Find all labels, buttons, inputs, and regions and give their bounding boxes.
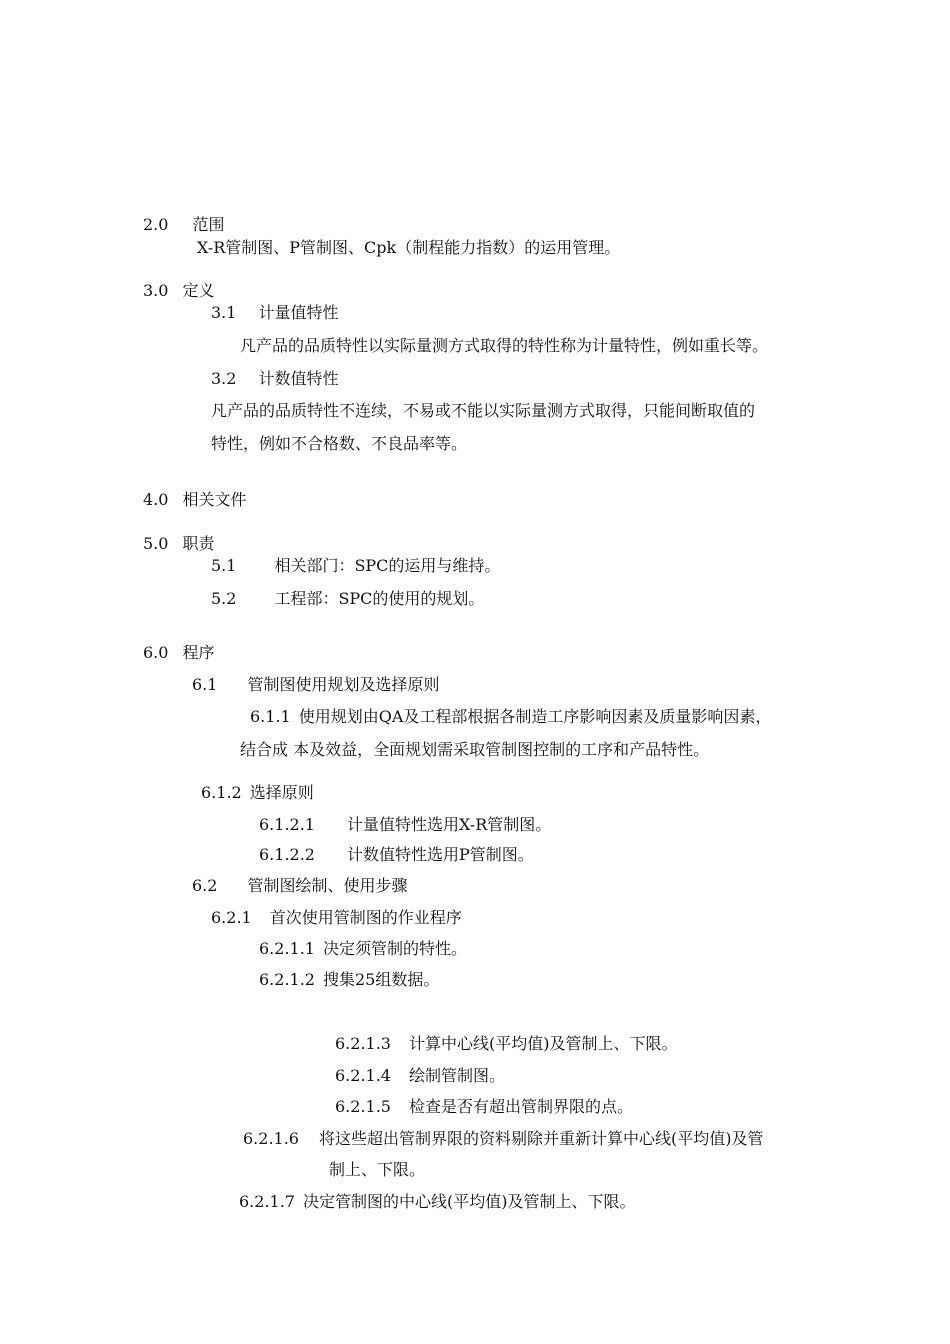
item-text: 将这些超出管制界限的资料剔除并重新计算中心线(平均值)及管 [318,1129,764,1148]
item-text: 决定管制图的中心线(平均值)及管制上、下限。 [302,1192,636,1211]
item-number: 6.2.1.5 [335,1097,391,1116]
item-number: 6.2.1.2 [259,970,315,989]
item-text: 检查是否有超出管制界限的点。 [408,1097,633,1116]
section-title: 程序 [182,643,215,662]
item-6-2-1-heading [211,908,462,928]
section-number: 2.0 [143,215,169,234]
item-title: 选择原则 [249,783,314,802]
item-3-1-heading [211,303,338,323]
section-number: 3.0 [143,281,169,300]
item-6-2-1-6-line1 [243,1129,763,1149]
section-5-heading [143,534,214,554]
item-6-2-1-1 [259,939,467,959]
item-number: 6.1.1 [250,707,291,726]
item-number: 6.2.1.6 [243,1129,299,1148]
item-number: 6.2.1.3 [335,1034,391,1053]
item-text: 计量值特性选用X-R管制图。 [346,815,552,834]
item-text: 相关部门：SPC的运用与维持。 [274,556,501,575]
item-6-1-2-heading [201,783,314,803]
section-3-heading [143,281,214,301]
item-6-2-1-6-line2: 制上、下限。 [329,1160,426,1179]
item-3-2-text-line1: 凡产品的品质特性不连续，不易或不能以实际量测方式取得，只能间断取值的 [211,401,756,420]
section-title: 范围 [192,215,225,234]
item-text: 决定须管制的特性。 [322,939,467,958]
section-number: 6.0 [143,643,169,662]
item-number: 6.2.1.1 [259,939,315,958]
item-3-2-text-line2: 特性，例如不合格数、不良品率等。 [211,434,468,453]
item-6-1-1-line1 [250,707,771,727]
item-title: 计数值特性 [258,369,339,388]
item-6-2-heading [192,876,407,896]
section-title: 职责 [182,534,215,553]
section-2-text: X-R管制图、P管制图、Cpk（制程能力指数）的运用管理。 [197,238,621,257]
item-6-2-1-2 [259,970,439,990]
item-text: 绘制管制图。 [408,1066,505,1085]
item-number: 6.2.1 [211,908,252,927]
item-5-1 [211,556,500,576]
section-4-heading [143,490,246,510]
item-number: 6.1.2.1 [259,815,315,834]
item-number: 3.1 [211,303,237,322]
section-number: 4.0 [143,490,169,509]
section-number: 5.0 [143,534,169,553]
item-number: 5.2 [211,589,237,608]
item-6-1-1-line2: 结合成 本及效益，全面规划需采取管制图控制的工序和产品特性。 [240,740,710,759]
item-6-2-1-3 [335,1034,677,1054]
item-text: 工程部：SPC的使用的规划。 [274,589,485,608]
item-text: 计算中心线(平均值)及管制上、下限。 [408,1034,678,1053]
item-title: 计量值特性 [258,303,339,322]
item-number: 6.1.2.2 [259,845,315,864]
item-6-1-2-1 [259,815,551,835]
section-2-heading [143,215,224,235]
item-number: 6.1 [192,675,218,694]
item-title: 管制图绘制、使用步骤 [247,876,408,895]
item-3-1-text: 凡产品的品质特性以实际量测方式取得的特性称为计量特性，例如重长等。 [240,336,769,355]
item-number: 6.2.1.4 [335,1066,391,1085]
item-6-2-1-5 [335,1097,633,1117]
item-text: 使用规划由QA及工程部根据各制造工序影响因素及质量影响因素， [298,707,772,726]
item-6-1-heading [192,675,439,695]
item-number: 6.2 [192,876,218,895]
item-6-1-2-2 [259,845,534,865]
item-number: 3.2 [211,369,237,388]
item-number: 6.2.1.7 [239,1192,295,1211]
item-6-2-1-7 [239,1192,635,1212]
item-title: 首次使用管制图的作业程序 [269,908,462,927]
item-text: 计数值特性选用P管制图。 [346,845,534,864]
section-title: 相关文件 [182,490,247,509]
item-5-2 [211,589,484,609]
item-number: 6.1.2 [201,783,242,802]
item-6-2-1-4 [335,1066,505,1086]
item-3-2-heading [211,369,338,389]
item-title: 管制图使用规划及选择原则 [247,675,440,694]
item-text: 搜集25组数据。 [322,970,440,989]
item-number: 5.1 [211,556,237,575]
section-title: 定义 [182,281,215,300]
section-6-heading [143,643,214,663]
